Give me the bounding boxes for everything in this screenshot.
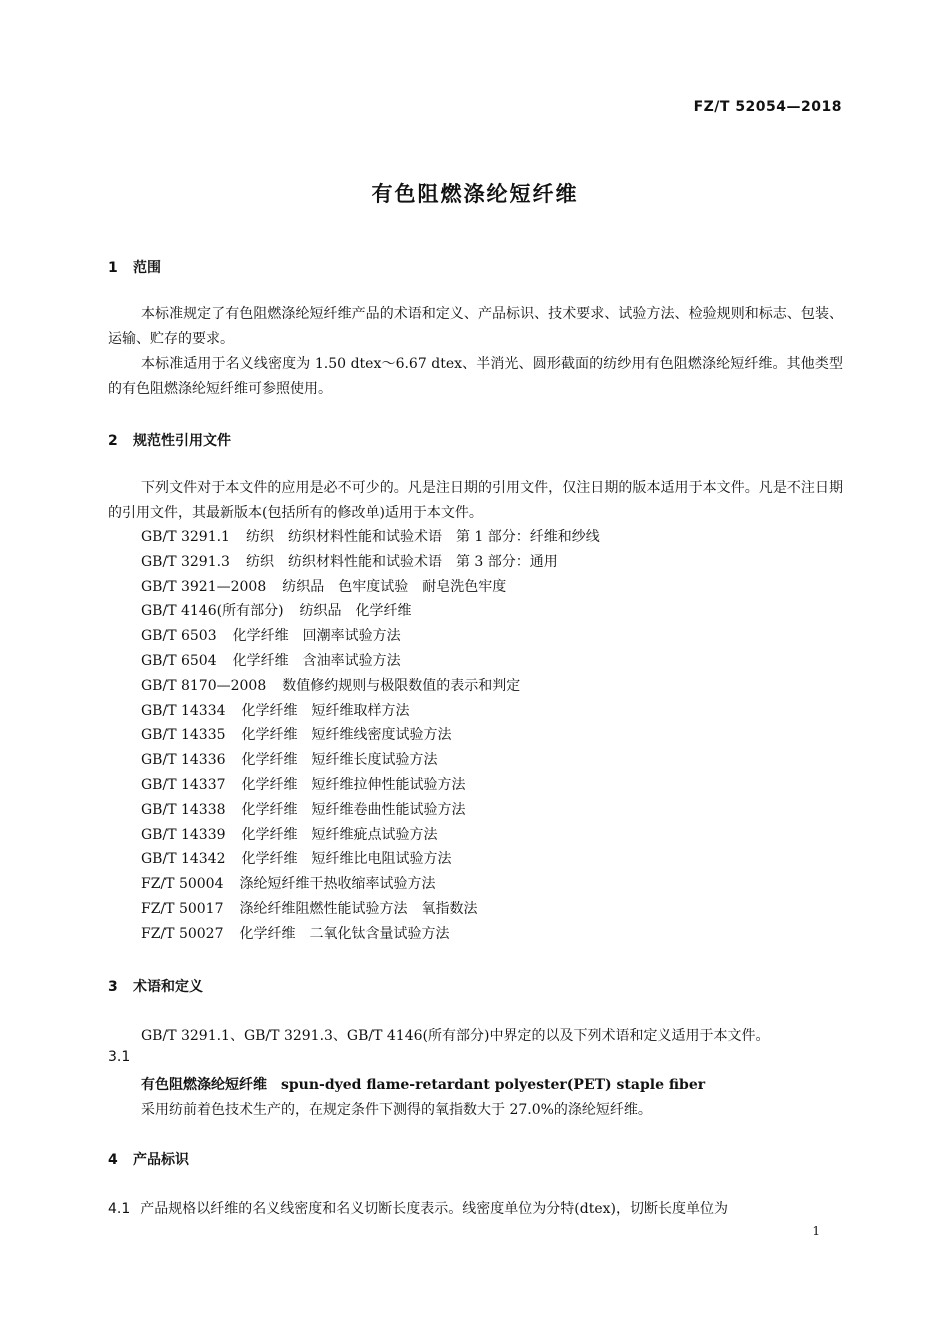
reference-item [141, 550, 600, 575]
reference-code: GB/T 4146(所有部分) [141, 603, 284, 620]
term-name-en: spun-dyed flame-retardant polyester(PET) staple fiber [281, 1077, 706, 1093]
section-3-heading [108, 976, 203, 996]
reference-title: 化学纤维 回潮率试验方法 [232, 628, 401, 645]
reference-title: 化学纤维 短纤维疵点试验方法 [241, 826, 438, 843]
reference-item [141, 748, 600, 773]
scope-paragraph-2: 本标准适用于名义线密度为 1.50 dtex～6.67 dtex、半消光、圆形截面的纺纱用有色阻燃涤纶短纤维。其他类型的有色阻燃涤纶短纤维可参照使用。 [108, 356, 843, 397]
reference-code: GB/T 14334 [141, 702, 226, 719]
reference-title: 化学纤维 短纤维线密度试验方法 [241, 727, 452, 744]
clause-4-1 [108, 1198, 728, 1218]
section-title: 产品标识 [133, 1152, 189, 1168]
reference-code: GB/T 14335 [141, 727, 226, 744]
reference-item [141, 798, 600, 823]
document-title: 有色阻燃涤纶短纤维 [371, 182, 579, 206]
reference-title: 化学纤维 二氧化钛含量试验方法 [239, 925, 450, 942]
reference-title: 涤纶短纤维干热收缩率试验方法 [239, 876, 436, 893]
reference-title: 涤纶纤维阻燃性能试验方法 氧指数法 [239, 900, 478, 917]
reference-item [141, 599, 600, 624]
reference-item [141, 674, 600, 699]
reference-code: FZ/T 50027 [141, 925, 224, 942]
reference-title: 纺织品 色牢度试验 耐皂洗色牢度 [282, 578, 507, 595]
reference-item [141, 649, 600, 674]
section-title: 术语和定义 [133, 979, 203, 995]
page-number: 1 [812, 1224, 820, 1238]
reference-item [141, 773, 600, 798]
reference-code: FZ/T 50017 [141, 900, 224, 917]
section-2-heading [108, 430, 231, 450]
reference-title: 化学纤维 含油率试验方法 [232, 652, 401, 669]
section-1-heading [108, 257, 161, 277]
clause-number: 4.1 [108, 1201, 131, 1217]
reference-item [141, 723, 600, 748]
scope-paragraph-1: 本标准规定了有色阻燃涤纶短纤维产品的术语和定义、产品标识、技术要求、试验方法、检验规则和标志、包装、运输、贮存的要求。 [108, 306, 843, 347]
reference-code: GB/T 6504 [141, 652, 217, 669]
reference-code: GB/T 14338 [141, 801, 226, 818]
term-name [141, 1074, 705, 1094]
reference-code: GB/T 14337 [141, 776, 226, 793]
reference-item [141, 897, 600, 922]
reference-item [141, 575, 600, 600]
reference-title: 化学纤维 短纤维长度试验方法 [241, 752, 438, 769]
section-title: 规范性引用文件 [133, 433, 231, 449]
reference-title: 纺织品 化学纤维 [299, 603, 412, 620]
reference-code: GB/T 14339 [141, 826, 226, 843]
terms-intro: GB/T 3291.1、GB/T 3291.3、GB/T 4146(所有部分)中界定的以及下列术语和定义适用于本文件。 [141, 1028, 770, 1044]
reference-title: 纺织 纺织材料性能和试验术语 第 3 部分：通用 [245, 553, 558, 570]
reference-title: 纺织 纺织材料性能和试验术语 第 1 部分：纤维和纱线 [245, 529, 600, 545]
reference-item [141, 922, 600, 947]
references-intro: 下列文件对于本文件的应用是必不可少的。凡是注日期的引用文件，仅注日期的版本适用于本文件。凡是不注日期的引用文件，其最新版本(包括所有的修改单)适用于本文件。 [108, 480, 843, 521]
reference-item [141, 823, 600, 848]
reference-item [141, 525, 600, 550]
term-number: 3.1 [108, 1049, 131, 1065]
reference-item [141, 847, 600, 872]
reference-item [141, 699, 600, 724]
section-number: 3 [108, 979, 118, 995]
reference-title: 化学纤维 短纤维拉伸性能试验方法 [241, 776, 466, 793]
reference-title: 化学纤维 短纤维比电阻试验方法 [241, 851, 452, 868]
term-definition: 采用纺前着色技术生产的，在规定条件下测得的氧指数大于 27.0%的涤纶短纤维。 [141, 1102, 652, 1118]
section-4-heading [108, 1149, 189, 1169]
section-number: 1 [108, 260, 118, 276]
reference-title: 化学纤维 短纤维取样方法 [241, 702, 410, 719]
reference-code: GB/T 14336 [141, 752, 226, 769]
term-name-zh: 有色阻燃涤纶短纤维 [141, 1077, 267, 1093]
reference-code: GB/T 14342 [141, 851, 226, 868]
reference-code: GB/T 6503 [141, 628, 217, 645]
standard-code: FZ/T 52054—2018 [693, 99, 842, 115]
reference-code: GB/T 3921—2008 [141, 578, 267, 595]
reference-list [141, 525, 600, 947]
reference-code: GB/T 8170—2008 [141, 677, 267, 694]
reference-item [141, 624, 600, 649]
clause-text: 产品规格以纤维的名义线密度和名义切断长度表示。线密度单位为分特(dtex)，切断长度单位为 [140, 1201, 728, 1217]
reference-title: 化学纤维 短纤维卷曲性能试验方法 [241, 801, 466, 818]
section-number: 4 [108, 1152, 118, 1168]
reference-code: FZ/T 50004 [141, 876, 224, 893]
section-title: 范围 [133, 260, 161, 276]
section-number: 2 [108, 433, 118, 449]
reference-code: GB/T 3291.3 [141, 553, 230, 570]
reference-title: 数值修约规则与极限数值的表示和判定 [282, 677, 521, 694]
reference-item [141, 872, 600, 897]
reference-code: GB/T 3291.1 [141, 529, 230, 545]
